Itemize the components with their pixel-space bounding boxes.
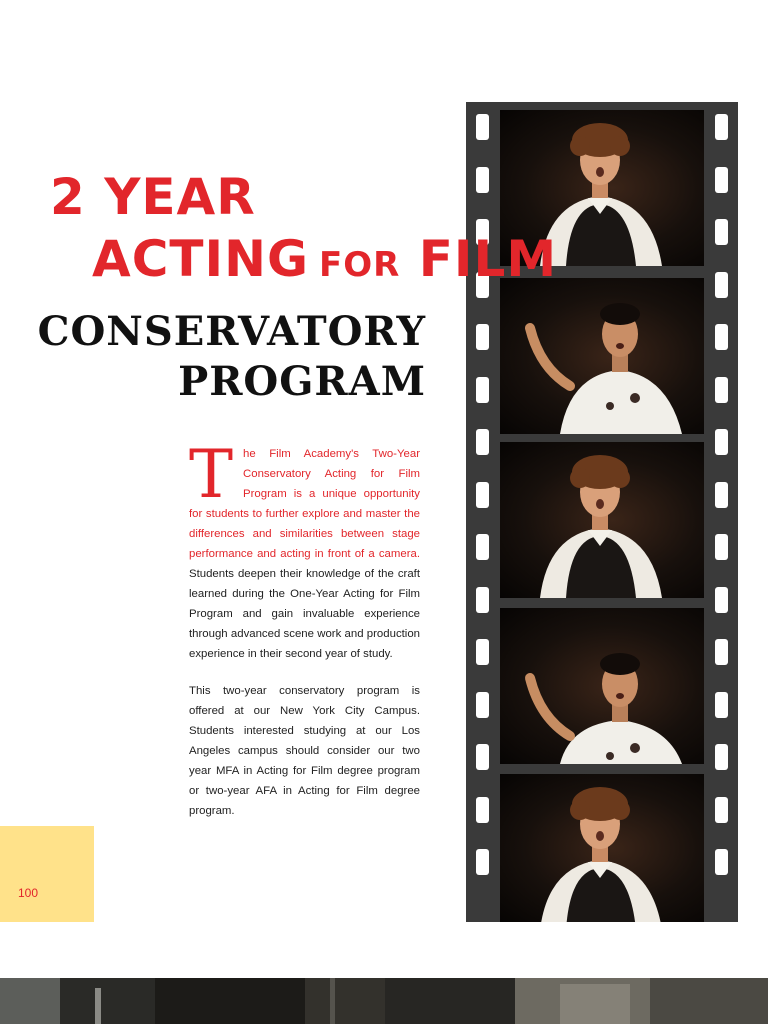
sprocket-hole (715, 167, 728, 193)
title-film: FILM (418, 230, 558, 288)
sprocket-hole (476, 692, 489, 718)
actor-figure (500, 774, 704, 922)
sprocket-hole (476, 377, 489, 403)
title-year: 2 YEAR (50, 168, 256, 226)
sprocket-hole (476, 429, 489, 455)
page-number: 100 (18, 886, 39, 900)
sprocket-hole (715, 587, 728, 613)
actor-figure (500, 608, 704, 764)
body-text (189, 436, 420, 832)
intro-rest: Students deepen their knowledge of the craft learned during the One-Year Acting for Film Program and gain invaluable experience through advanced scene work and production experience in their second year of study. (189, 568, 420, 660)
film-frame-photo (500, 442, 704, 598)
sprocket-hole (715, 114, 728, 140)
actor-figure (500, 278, 704, 434)
sprocket-hole (476, 324, 489, 350)
subtitle-program: PROGRAM (178, 358, 426, 405)
sprocket-hole (715, 639, 728, 665)
sprocket-hole (476, 744, 489, 770)
film-frame-photo (500, 608, 704, 764)
sprocket-hole (476, 534, 489, 560)
title-acting-for-film (92, 230, 558, 288)
sprocket-hole (476, 639, 489, 665)
sprocket-hole (476, 482, 489, 508)
film-strip (466, 102, 738, 922)
bottom-photo (0, 978, 768, 1024)
sprocket-hole (715, 272, 728, 298)
sprocket-hole (715, 534, 728, 560)
title-acting: ACTING (92, 230, 309, 288)
film-frame-photo (500, 278, 704, 434)
actor-figure (500, 442, 704, 598)
sprocket-hole (476, 167, 489, 193)
sprocket-hole (715, 324, 728, 350)
sprocket-hole (476, 587, 489, 613)
sprocket-hole (715, 744, 728, 770)
bottom-photo-band (0, 978, 768, 1024)
subtitle-conservatory: CONSERVATORY (37, 308, 426, 355)
sprocket-hole (715, 797, 728, 823)
sprocket-hole (715, 849, 728, 875)
intro-highlight: he Film Academy's Two-Year Conservatory Acting for Film Program is a unique opportunity for students to further explore and master the differences and similarities between stage performance and acting in front of a camera. (189, 448, 420, 560)
sprocket-hole (715, 219, 728, 245)
paragraph-1 (189, 436, 420, 664)
sprocket-hole (476, 797, 489, 823)
sprocket-hole (476, 849, 489, 875)
sprocket-hole (476, 114, 489, 140)
film-frame-photo (500, 774, 704, 922)
paragraph-2: This two-year conservatory program is offered at our New York City Campus. Students interested studying at our Los Angeles campus should consider our two year MFA in Acting for Film degree program or two-year AFA in Acting for Film degree program. (189, 685, 420, 817)
page-number-block (0, 826, 94, 922)
sprocket-hole (715, 429, 728, 455)
drop-cap: T (189, 436, 234, 513)
sprocket-hole (715, 692, 728, 718)
sprocket-hole (715, 482, 728, 508)
title-for: FOR (319, 245, 401, 285)
sprocket-hole (715, 377, 728, 403)
